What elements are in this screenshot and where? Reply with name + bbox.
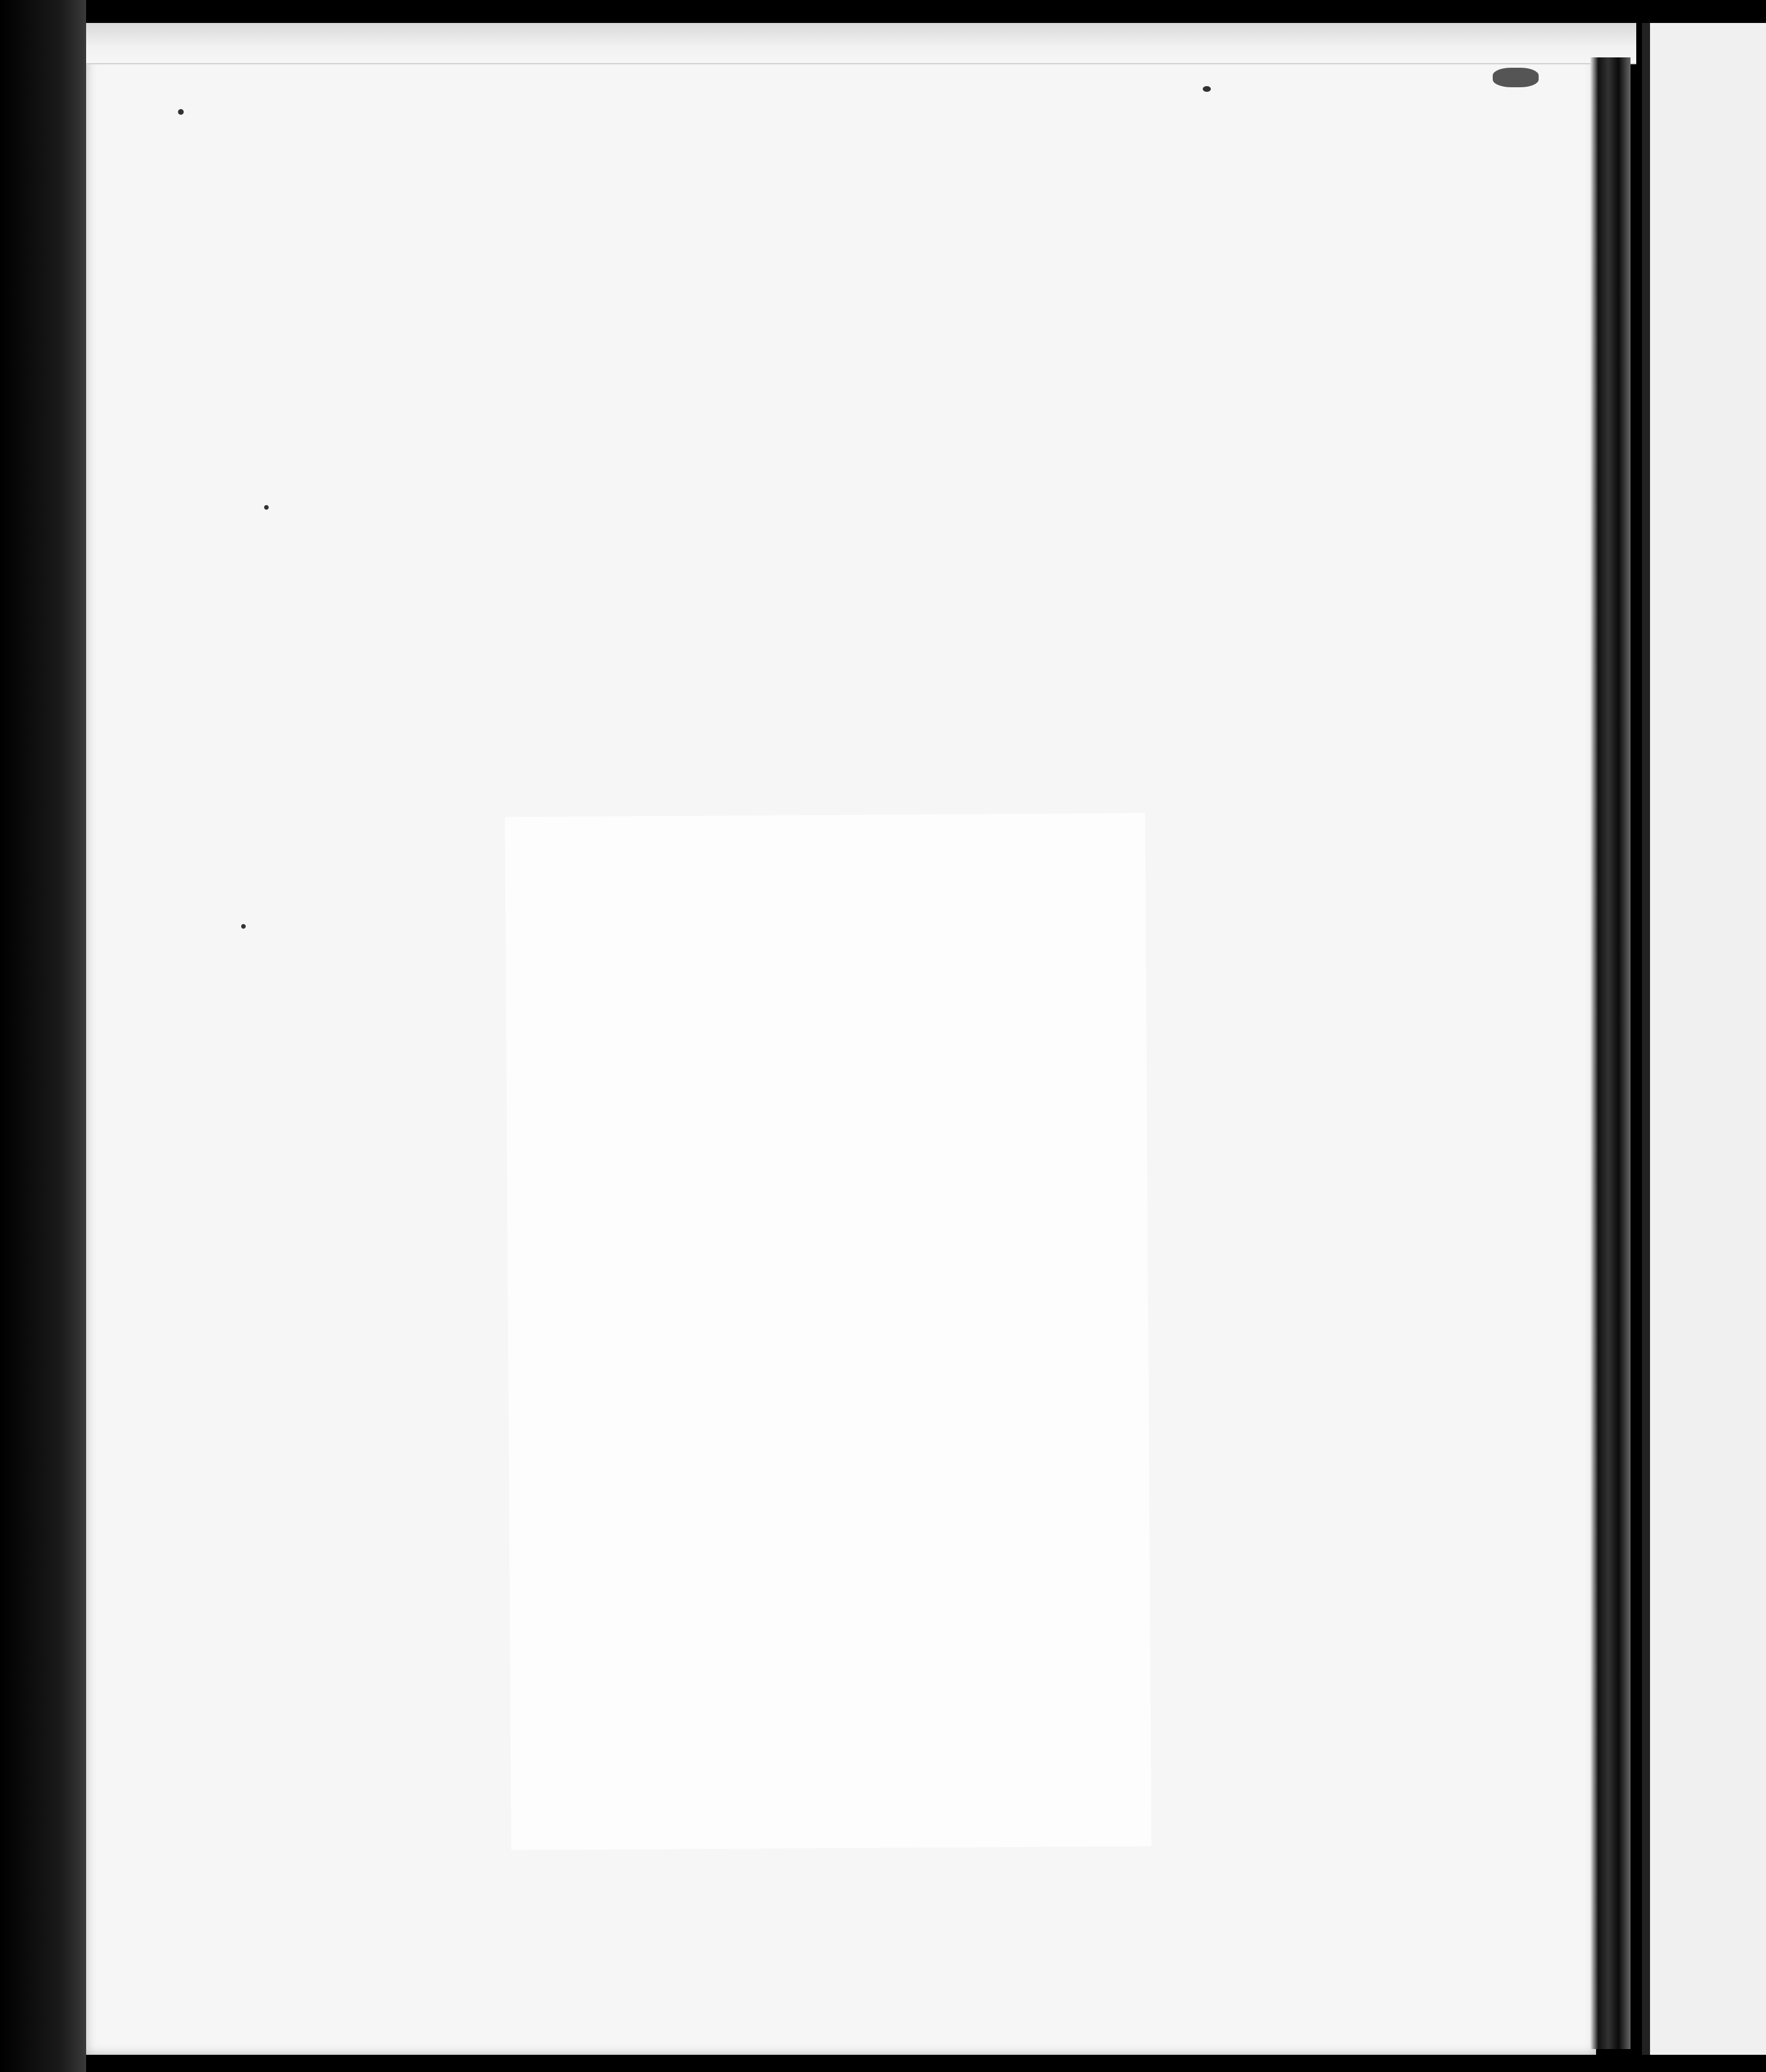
facing-page-edge — [1642, 23, 1766, 2055]
due-date-grid — [516, 954, 1147, 1784]
speck — [178, 109, 184, 115]
slip-library-name — [505, 858, 1145, 862]
left-book-edge — [0, 0, 86, 2072]
speck — [241, 924, 246, 929]
speck — [1203, 86, 1211, 92]
book-spine — [1590, 57, 1631, 2049]
speck — [1493, 68, 1539, 87]
due-date-slip — [505, 813, 1152, 1850]
speck — [264, 505, 269, 510]
slip-title — [505, 898, 1145, 902]
page-top-edge — [86, 23, 1636, 64]
facing-page-gutter — [1642, 23, 1650, 2055]
